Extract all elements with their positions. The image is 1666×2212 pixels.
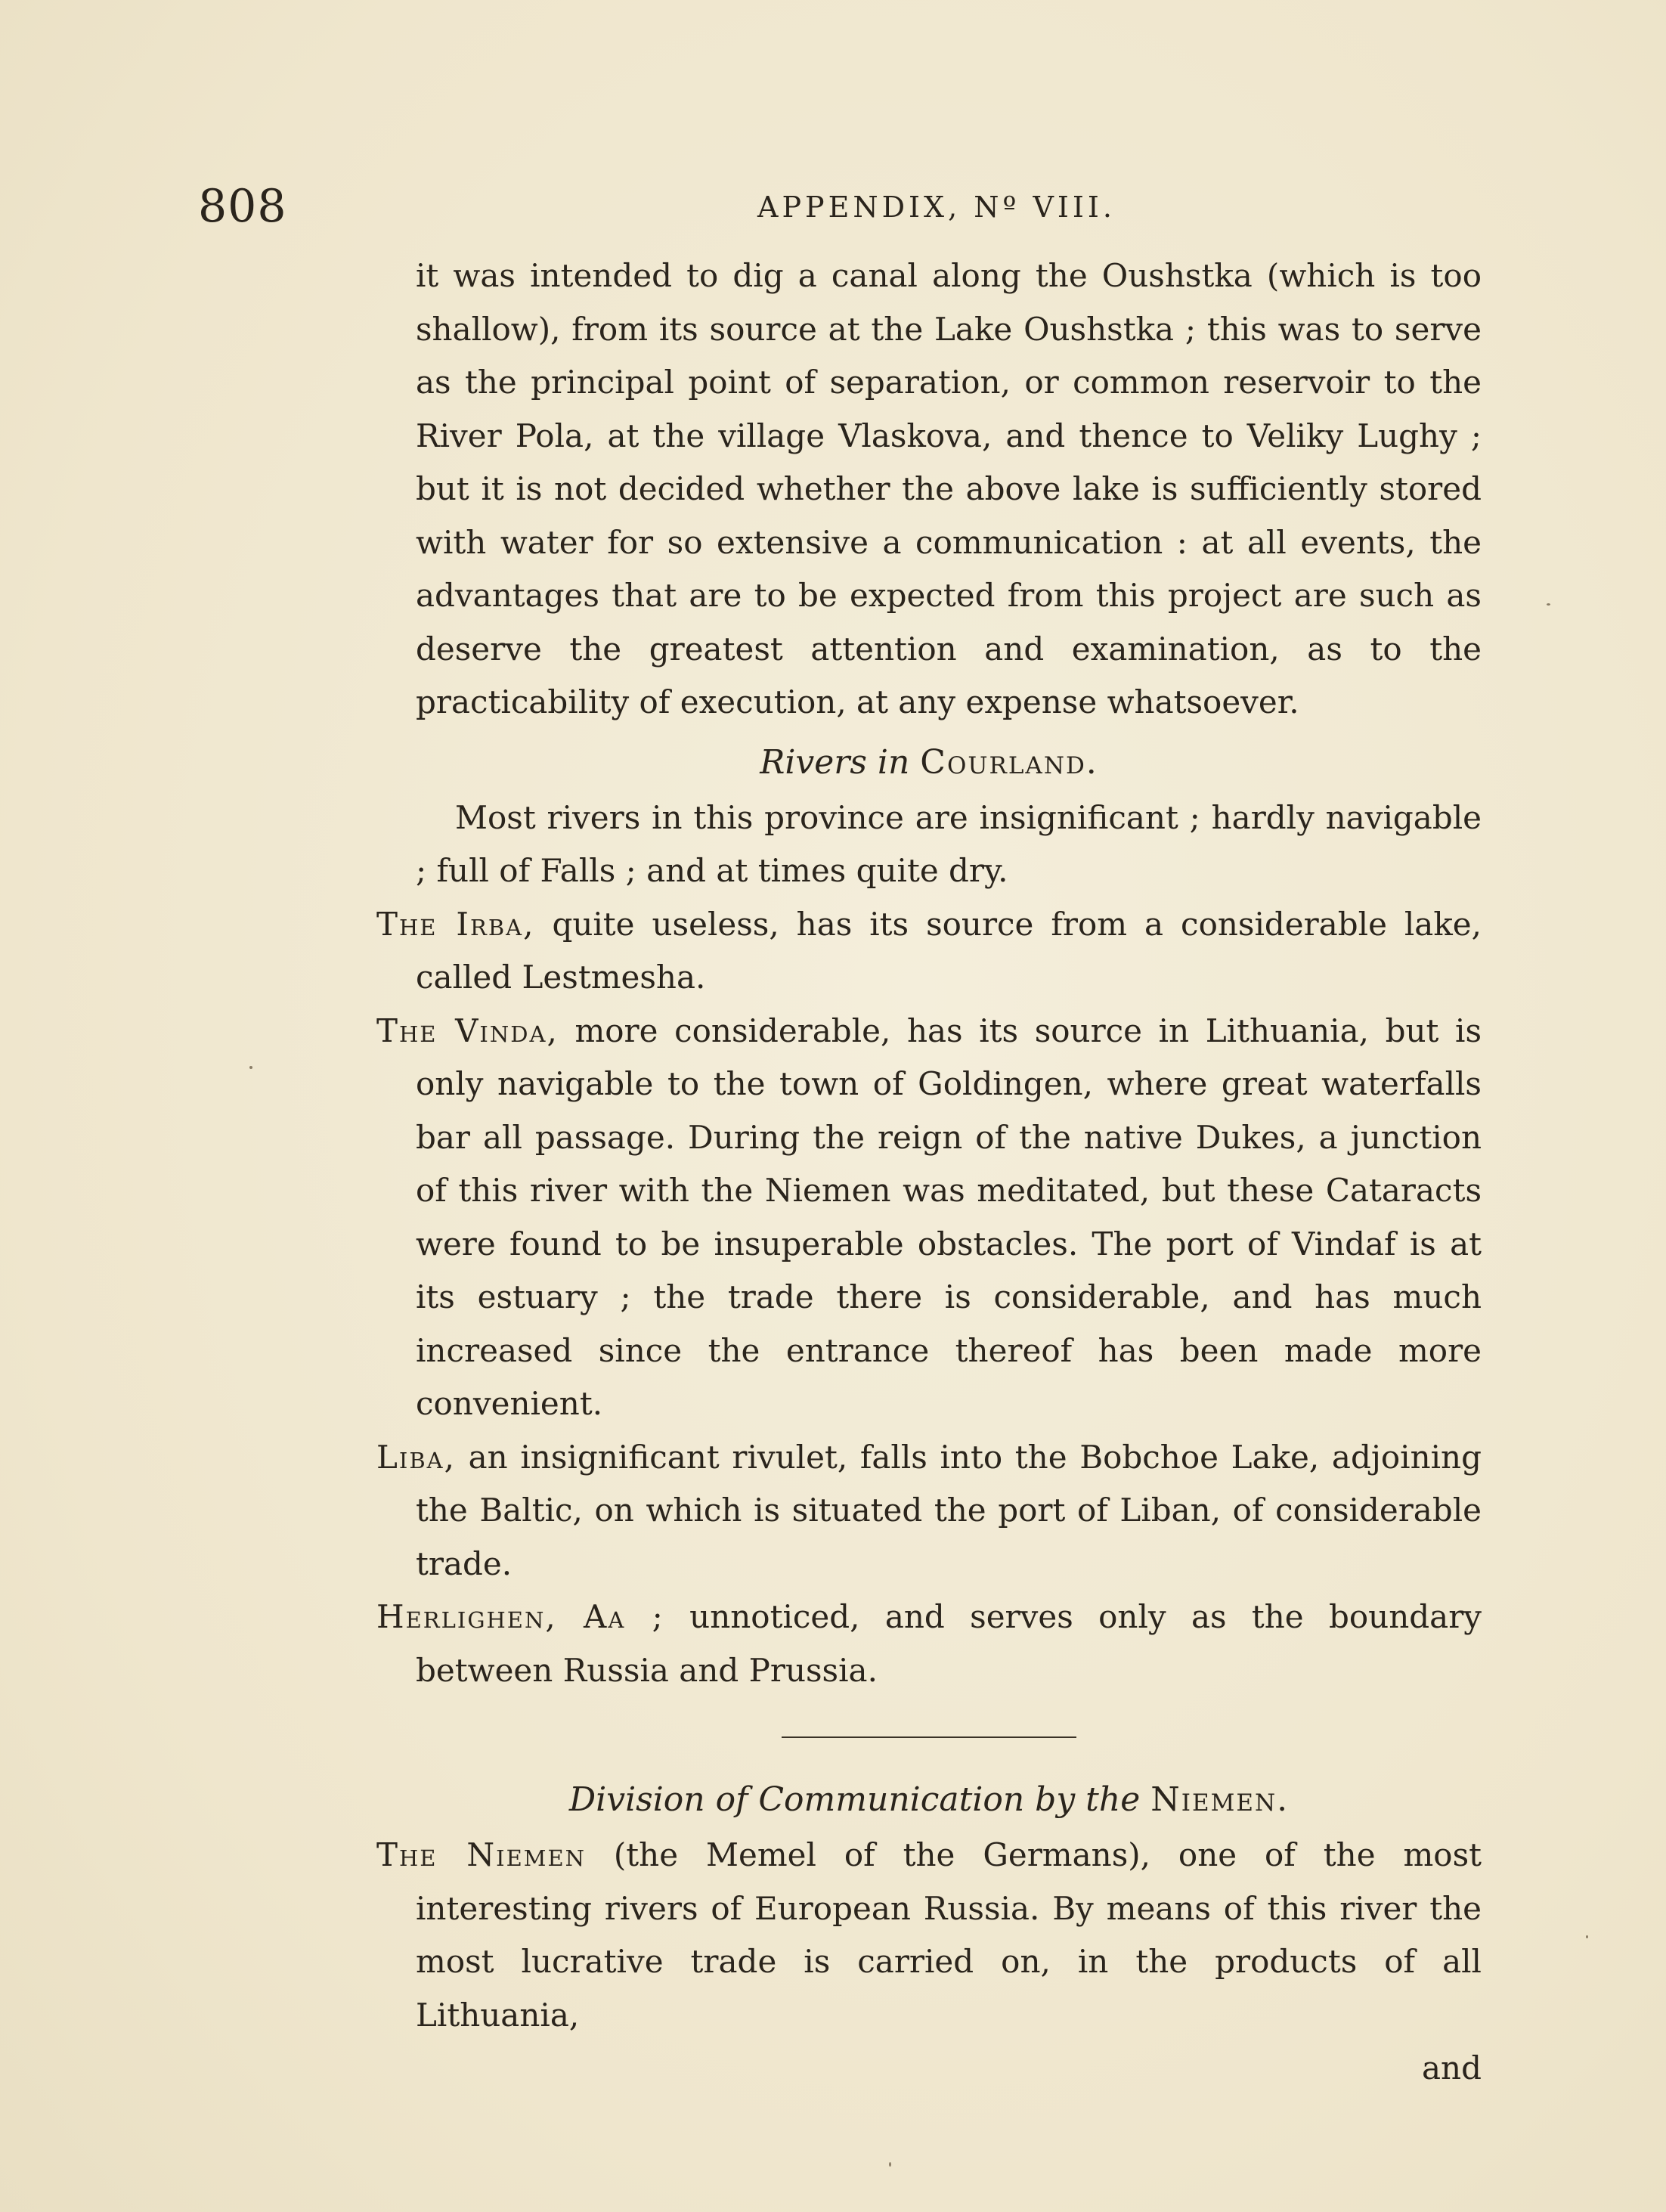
river-entry-vinda xyxy=(376,1005,1482,1431)
running-head: APPENDIX, Nº VIII. xyxy=(757,191,1116,224)
river-name-vinda: The Vinda, xyxy=(376,1012,559,1049)
paper-speck xyxy=(249,1066,252,1069)
river-name-liba: Liba, xyxy=(376,1438,456,1476)
river-entry-niemen xyxy=(376,1829,1482,2042)
continuation-paragraph: it was intended to dig a canal along the Oushstka (which is too shallow), from its source at the Lake Oushstka ; this was to serve as the principal point of separation, or common reservoir to the River Pola, at the village Vlaskova, and thence to Veliky Lughy ; but it is not decided whether the above lake is sufficiently stored with water for so extensive a communication : at all events, the advantages that are to be expected from this project are such as deserve the greatest attention and examination, as to the practicability of execution, at any expense whatsoever. xyxy=(416,257,1482,720)
catchword: and xyxy=(1422,2049,1482,2087)
heading-courland-italic: Rivers in xyxy=(760,742,910,782)
paper-speck xyxy=(1586,1935,1588,1938)
courland-intro: Most rivers in this province are insignificant ; hardly navigable ; full of Falls ; and at times quite dry. xyxy=(416,798,1482,889)
section-divider xyxy=(782,1736,1076,1738)
river-entry-irba xyxy=(376,898,1482,1005)
heading-niemen-italic: Division of Communication by the xyxy=(568,1780,1141,1819)
page-number: 808 xyxy=(198,180,287,233)
river-entry-herlighen xyxy=(376,1591,1482,1697)
river-text-herlighen: unnoticed, and serves only as the boundary between Russia and Prussia. xyxy=(416,1598,1482,1689)
paper-speck xyxy=(1547,603,1550,606)
river-text-vinda: more considerable, has its source in Lithuania, but is only navigable to the town of Goldingen, where great waterfalls bar all passage. During the reign of the native Dukes, a junction of this river with the Niemen was meditated, but these Cataracts were found to be insuperable obstacles. The port of Vindaf is at its estuary ; the trade there is considerable, and has much increased since the entrance thereof has been made more convenient. xyxy=(416,1012,1482,1422)
river-entry-liba xyxy=(376,1431,1482,1591)
river-name-niemen: The Niemen xyxy=(376,1836,586,1873)
heading-courland-name: Courland. xyxy=(920,742,1098,782)
river-text-irba: quite useless, has its source from a considerable lake, called Lestmesha. xyxy=(416,905,1482,996)
body-text xyxy=(376,249,1482,2096)
paper-speck xyxy=(889,2162,891,2167)
river-text-liba: an insignificant rivulet, falls into the Bobchoe Lake, adjoining the Baltic, on which is situated the port of Liban, of considerable trade. xyxy=(416,1438,1482,1582)
section-heading-courland xyxy=(376,736,1482,790)
section-heading-niemen xyxy=(376,1773,1482,1827)
river-text-niemen: (the Memel of the Germans), one of the most interesting rivers of European Russia. By means of this river the most lucrative trade is carried on, in the products of all Lithuania, xyxy=(416,1836,1482,2034)
heading-niemen-name: Niemen. xyxy=(1150,1780,1290,1819)
river-name-herlighen: Herlighen, Aa ; xyxy=(376,1598,664,1635)
river-name-irba: The Irba, xyxy=(376,905,535,943)
